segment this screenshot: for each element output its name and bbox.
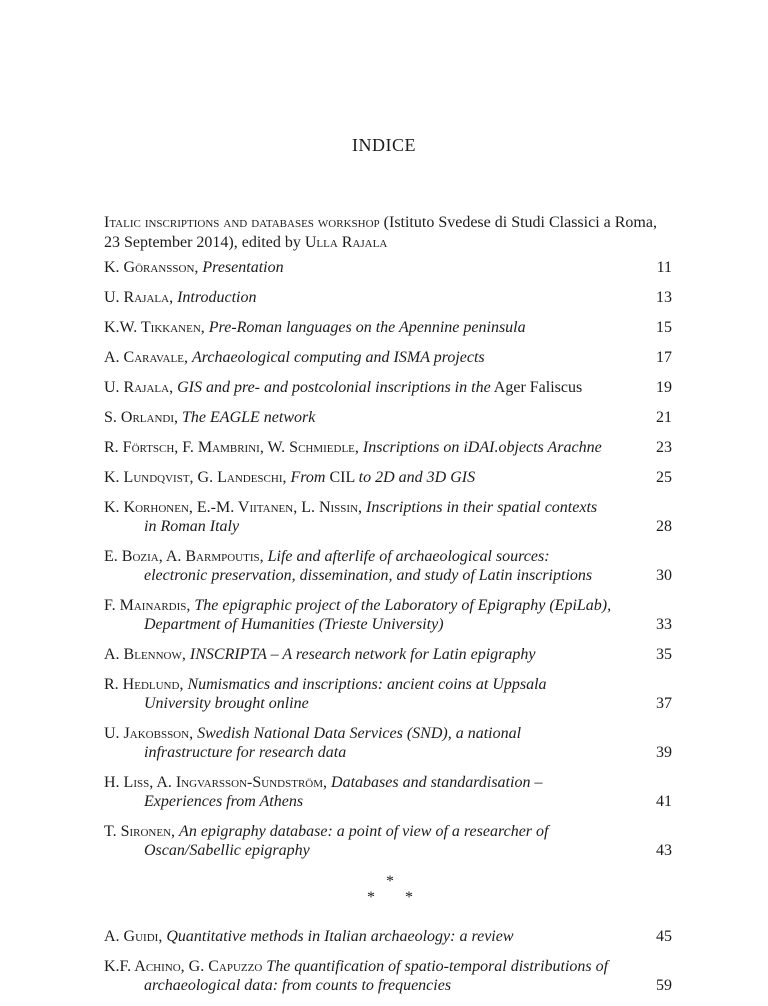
toc-entry[interactable] [104,498,672,536]
entry-title-roman: CIL [325,469,359,486]
entry-authors: R. Hedlund [104,676,180,693]
entry-title: The epigraphic project of the Laboratory of Epigraphy (EpiLab), Department of Humanities (Trieste University) [144,597,612,633]
other-entries [104,927,672,995]
entry-authors: A. Blennow [104,646,182,663]
entry-page-number: 17 [656,349,672,366]
toc-entry[interactable] [104,596,672,634]
entry-page-number: 41 [656,793,672,810]
entry-authors: H. Liss, A. Ingvarsson-Sundström [104,774,324,791]
entry-page-number: 15 [656,319,672,336]
entry-separator: , [169,379,178,396]
toc-entry-text [104,724,612,762]
toc-entry[interactable] [104,288,672,307]
entry-title: Pre-Roman languages on the Apennine peninsula [208,319,526,336]
toc-entry[interactable] [104,645,672,664]
entry-separator: , [183,349,192,366]
entry-authors: A. Caravale [104,349,184,366]
toc-entry[interactable] [104,378,672,397]
entry-page-number: 33 [656,616,672,633]
toc-entry[interactable] [104,773,672,811]
toc-entry[interactable] [104,822,672,860]
entry-page-number: 28 [656,518,672,535]
entry-authors: K.W. Tikkanen [104,319,201,336]
entry-page-number: 30 [656,567,672,584]
entry-authors: S. Orlandi [104,409,175,426]
toc-entry[interactable] [104,547,672,585]
entry-page-number: 13 [656,289,672,306]
entry-title: GIS and pre- and postcolonial inscriptions in the [177,379,491,396]
entry-authors: K. Lundqvist, G. Landeschi [104,469,283,486]
toc-entry[interactable] [104,348,672,367]
entry-title-continued: to 2D and 3D GIS [358,469,476,486]
entry-authors: K.F. Achino, G. Capuzzo [104,958,263,975]
entry-title: An epigraphy database: a point of view of a researcher of Oscan/Sabellic epigraphy [144,823,549,859]
section-heading [104,213,664,253]
section-separator [104,871,672,919]
toc-entry-text [104,645,612,664]
entry-page-number: 45 [656,928,672,945]
entry-page-number: 39 [656,744,672,761]
entry-separator: , [179,676,188,693]
toc-entry-text [104,596,612,634]
entry-separator: , [358,499,367,516]
toc-entry[interactable] [104,408,672,427]
entry-title: INSCRIPTA – A research network for Latin epigraphy [189,646,536,663]
toc-entry-text [104,438,612,457]
toc-entry-text [104,498,612,536]
entry-authors: U. Jakobsson [104,725,190,742]
toc-entry-text [104,318,612,337]
entry-title: The EAGLE network [182,409,316,426]
workshop-entries [104,258,672,860]
entry-title: Inscriptions on iDAI.objects Arachne [362,439,602,456]
entry-authors: R. Förtsch, F. Mambrini, W. Schmiedle [104,439,355,456]
entry-separator: , [194,259,203,276]
toc-entry-text [104,378,612,397]
entry-authors: K. Korhonen, E.-M. Viitanen, L. Nissin [104,499,359,516]
entry-page-number: 11 [656,259,672,276]
entry-title-roman: Ager Faliscus [490,379,583,396]
entry-page-number: 59 [656,977,672,994]
toc-entry[interactable] [104,957,672,995]
entry-separator: , [169,289,178,306]
entry-separator: , [158,928,167,945]
entry-title: Inscriptions in their spatial contexts in Roman Italy [144,499,598,535]
entry-separator: , [189,725,198,742]
entry-authors: K. Göransson [104,259,195,276]
entry-separator: , [323,774,332,791]
entry-separator: , [282,469,291,486]
separator-asterisk: * [405,889,413,906]
toc-entry-text [104,957,612,995]
toc-entry-text [104,927,612,946]
entry-page-number: 21 [656,409,672,426]
entry-authors: T. Sironen [104,823,172,840]
entry-separator: , [354,439,363,456]
entry-authors: U. Rajala [104,379,170,396]
entry-page-number: 43 [656,842,672,859]
toc-entry-text [104,822,612,860]
entry-title: Databases and standardisation – Experiences from Athens [144,774,543,810]
entry-authors: A. Guidi [104,928,159,945]
entry-title: The quantification of spatio-temporal distributions of archaeological data: from counts to frequencies [144,958,609,994]
entry-title: Introduction [177,289,257,306]
entry-separator: , [181,646,190,663]
entry-page-number: 23 [656,439,672,456]
entry-title: From [290,469,326,486]
toc-entry[interactable] [104,318,672,337]
toc-entry[interactable] [104,438,672,457]
toc-entry[interactable] [104,675,672,713]
entry-authors: E. Bozia, A. Barmpoutis [104,548,260,565]
page-title: INDICE [352,135,416,155]
entry-title: Quantitative methods in Italian archaeology: a review [166,928,514,945]
toc-entry[interactable] [104,927,672,946]
entry-separator: , [171,823,180,840]
table-of-contents [104,258,672,1006]
entry-page-number: 37 [656,695,672,712]
entry-authors: F. Mainardis [104,597,187,614]
toc-entry[interactable] [104,724,672,762]
entry-title: Life and afterlife of archaeological sources: electronic preservation, dissemination, and study of Latin inscriptions [144,548,593,584]
entry-page-number: 25 [656,469,672,486]
section-heading-details: (Istituto Svedese di Studi Classici a Roma, 23 September 2014), edited by [104,214,657,251]
entry-title: Swedish National Data Services (SND), a national infrastructure for research data [144,725,522,761]
section-heading-title: Italic inscriptions and databases workshop [104,214,380,231]
toc-entry-text [104,773,612,811]
entry-separator: , [200,319,209,336]
entry-title: Presentation [202,259,284,276]
entry-page-number: 35 [656,646,672,663]
entry-authors: U. Rajala [104,289,170,306]
toc-entry-text [104,547,612,585]
section-editor: Ulla Rajala [304,234,388,251]
toc-entry-text [104,258,612,277]
separator-asterisk: * [367,889,375,906]
toc-entry-text [104,468,612,487]
toc-entry-text [104,408,612,427]
separator-asterisk: * [386,873,394,890]
toc-entry[interactable] [104,468,672,487]
toc-entry-text [104,348,612,367]
entry-separator: , [259,548,268,565]
entry-title: Archaeological computing and ISMA projects [191,349,485,366]
entry-title: Numismatics and inscriptions: ancient coins at Uppsala University brought online [144,676,547,712]
toc-entry-text [104,288,612,307]
toc-entry-text [104,675,612,713]
entry-separator: , [186,597,195,614]
entry-page-number: 19 [656,379,672,396]
entry-separator: , [174,409,183,426]
toc-entry[interactable] [104,258,672,277]
